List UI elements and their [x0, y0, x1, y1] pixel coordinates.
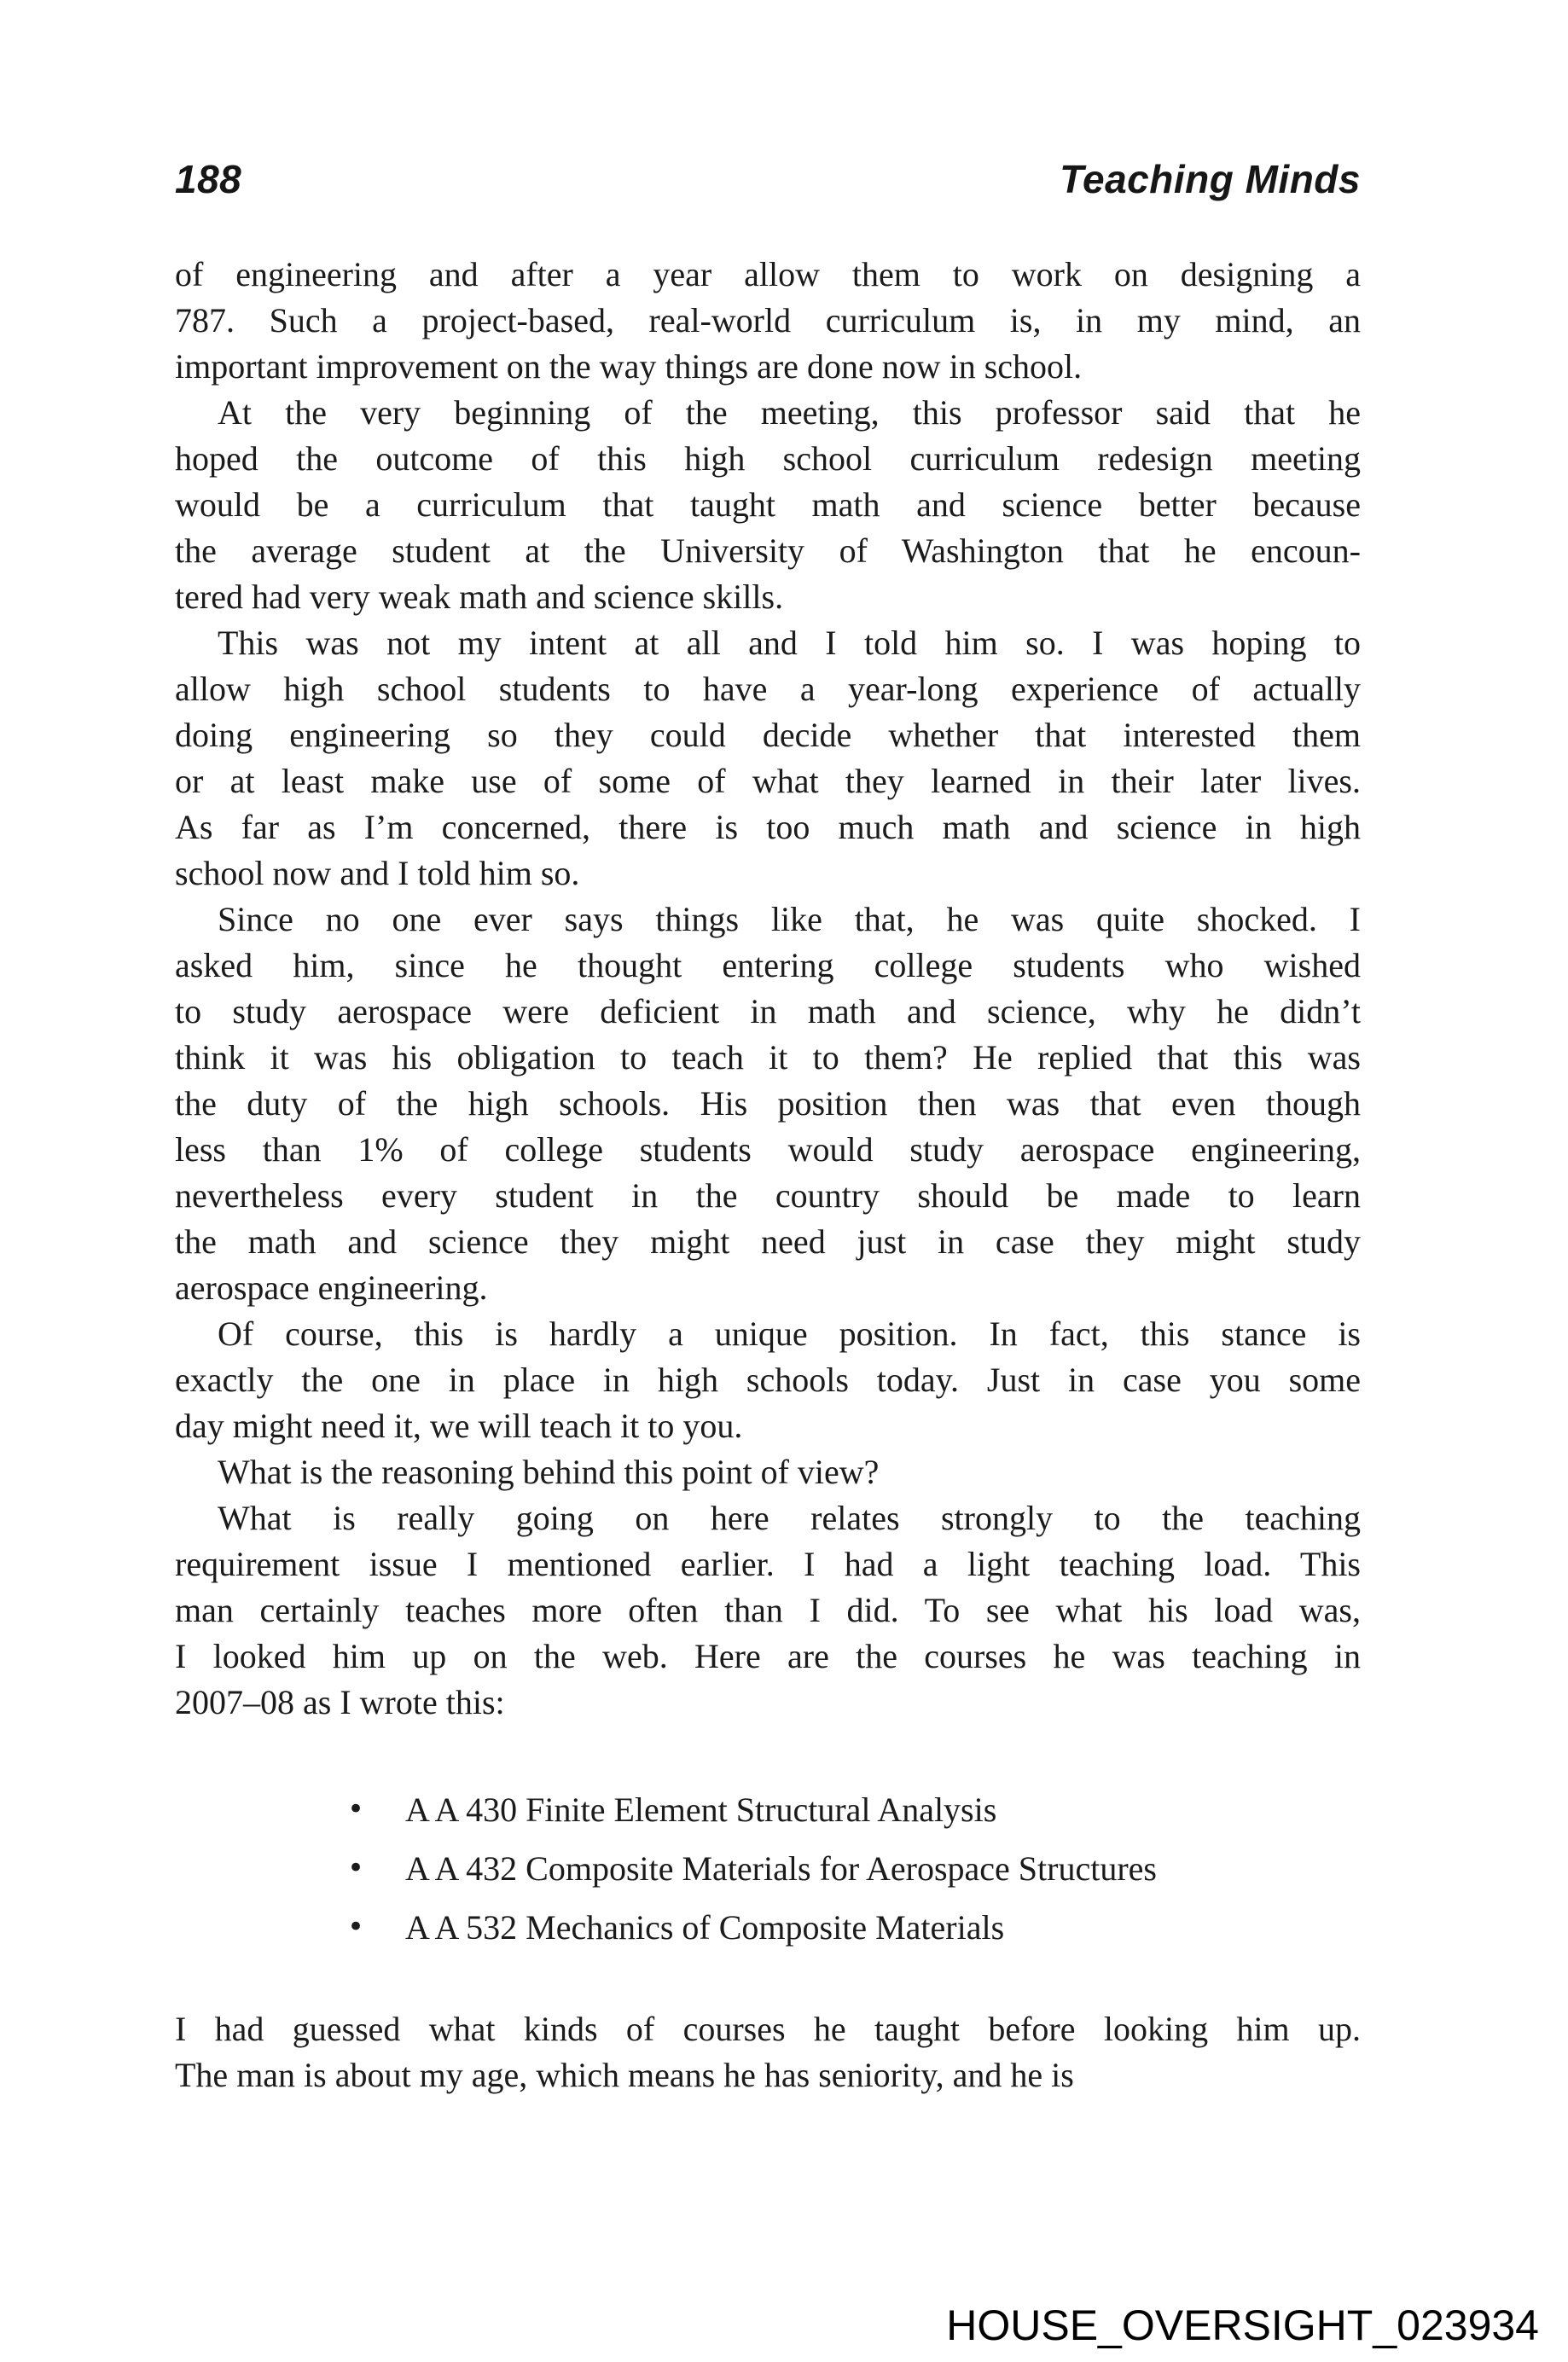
body-line: requirement issue I mentioned earlier. I had a light teaching load. This	[175, 1545, 1361, 1583]
bullet-marker-icon: •	[347, 1792, 365, 1826]
body-line: important improvement on the way things are done now in school.	[175, 347, 1083, 386]
paragraph	[175, 2006, 1361, 2098]
body-line: the math and science they might need just in case they might study	[175, 1222, 1361, 1261]
course-label: A A 432 Composite Materials for Aerospace Structures	[405, 1849, 1157, 1888]
body-content	[175, 252, 1361, 2098]
body-line: man certainly teaches more often than I did. To see what his load was,	[175, 1591, 1361, 1629]
body-line: to study aerospace were deficient in math and science, why he didn’t	[175, 992, 1361, 1030]
course-list-item	[344, 1839, 1361, 1898]
body-line: allow high school students to have a year-long experience of actually	[175, 670, 1361, 708]
paragraph	[175, 897, 1361, 1311]
course-label: A A 532 Mechanics of Composite Materials	[405, 1908, 1005, 1947]
running-head	[175, 159, 1361, 200]
page-number: 188	[175, 157, 242, 201]
body-line: Since no one ever says things like that, he was quite shocked. I	[218, 900, 1361, 938]
paragraph	[175, 1449, 1361, 1495]
course-list-item	[344, 1898, 1361, 1957]
body-line: What is really going on here relates strongly to the teaching	[218, 1499, 1361, 1537]
body-line: asked him, since he thought entering college students who wished	[175, 946, 1361, 984]
body-line: exactly the one in place in high schools today. Just in case you some	[175, 1361, 1361, 1399]
paragraph	[175, 252, 1361, 390]
body-line: the duty of the high schools. His position then was that even though	[175, 1084, 1361, 1123]
body-line: I looked him up on the web. Here are the courses he was teaching in	[175, 1637, 1361, 1675]
body-line: 787. Such a project-based, real-world curriculum is, in my mind, an	[175, 301, 1361, 340]
body-line: The man is about my age, which means he has seniority, and he is	[175, 2056, 1074, 2094]
body-line: At the very beginning of the meeting, this professor said that he	[218, 393, 1361, 432]
bullet-marker-icon: •	[347, 1910, 365, 1944]
body-line: As far as I’m concerned, there is too much math and science in high	[175, 808, 1361, 846]
body-line: aerospace engineering.	[175, 1268, 488, 1307]
course-label: A A 430 Finite Element Structural Analysis	[405, 1790, 997, 1829]
body-line: hoped the outcome of this high school curriculum redesign meeting	[175, 439, 1361, 478]
body-line: tered had very weak math and science skills.	[175, 577, 784, 616]
body-line: Of course, this is hardly a unique position. In fact, this stance is	[218, 1314, 1361, 1353]
body-line: school now and I told him so.	[175, 854, 580, 892]
body-line: What is the reasoning behind this point of view?	[218, 1453, 880, 1491]
body-line: nevertheless every student in the country should be made to learn	[175, 1176, 1361, 1215]
course-list	[175, 1780, 1361, 1957]
paragraph	[175, 390, 1361, 620]
body-line: day might need it, we will teach it to you.	[175, 1407, 743, 1445]
bates-number: HOUSE_OVERSIGHT_023934	[946, 2301, 1539, 2349]
book-title: Teaching Minds	[1060, 157, 1361, 201]
paragraph	[175, 1495, 1361, 1726]
body-line: I had guessed what kinds of courses he taught before looking him up.	[175, 2010, 1361, 2048]
body-line: less than 1% of college students would study aerospace engineering,	[175, 1130, 1361, 1169]
body-line: 2007–08 as I wrote this:	[175, 1683, 505, 1721]
body-line: or at least make use of some of what they learned in their later lives.	[175, 762, 1361, 800]
paragraph	[175, 1311, 1361, 1449]
body-line: doing engineering so they could decide whether that interested them	[175, 716, 1361, 754]
body-line: the average student at the University of Washington that he encoun-	[175, 531, 1361, 570]
body-line: would be a curriculum that taught math and science better because	[175, 485, 1361, 524]
body-line: of engineering and after a year allow them to work on designing a	[175, 255, 1361, 293]
paragraph	[175, 620, 1361, 897]
body-line: think it was his obligation to teach it to them? He replied that this was	[175, 1038, 1361, 1077]
body-line: This was not my intent at all and I told him so. I was hoping to	[218, 624, 1361, 662]
course-list-item	[344, 1780, 1361, 1839]
bullet-marker-icon: •	[347, 1851, 365, 1885]
